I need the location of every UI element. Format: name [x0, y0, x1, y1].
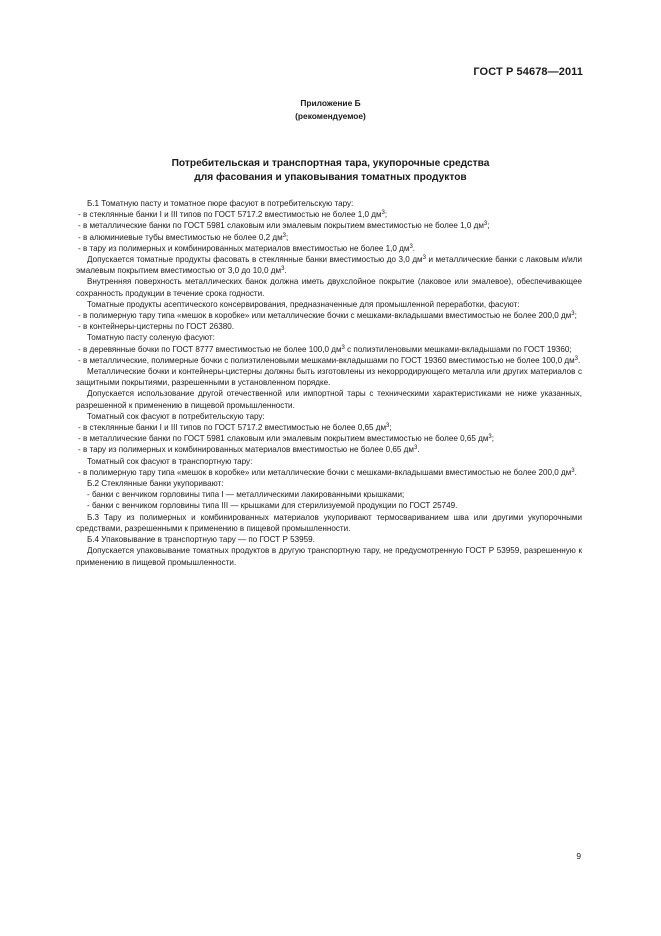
unit: дм	[272, 232, 283, 242]
item-text: - в алюминиевые тубы вместимостью не более 0,2	[78, 232, 271, 242]
list-item: - в тару из полимерных и комбинированных материалов вместимостью не более 0,65 $дм^3$.	[78, 445, 420, 455]
unit-power: 3	[281, 266, 285, 273]
paragraph-text: и металлические банки с лаковым и/или эмалевым покрытием вместимостью от 3,0 до 10,0	[76, 255, 583, 276]
list-item: - в полимерную тару типа «мешок в коробке» или металлические бочки с мешками-вкладышами вместимостью не более 200,0 $дм^3$;	[78, 311, 577, 321]
unit-power: 3	[422, 255, 426, 262]
section-title	[0, 157, 661, 184]
paragraph: Внутренняя поверхность металлических банок должна иметь двухслойное покрытие (лаковое или эмалевое), обеспечивающее сохранность продукции в течение срока годности.	[76, 277, 582, 298]
unit-power: 3	[381, 210, 385, 217]
list-item: - в стеклянные банки I и III типов по ГОСТ 5717.2 вместимостью не более 0,65 $дм^3$;	[78, 423, 392, 433]
unit-power: 3	[413, 445, 418, 452]
paragraph: Томатную пасту соленую фасуют:	[87, 333, 215, 343]
paragraph: Томатный сок фасуют в потребительскую тару:	[87, 411, 265, 421]
list-item: - в металлические, полимерные бочки с полиэтиленовыми мешками-вкладышами по ГОСТ 19360 вместимостью не более 100,0 $дм^3$.	[78, 355, 581, 365]
item-text: - в металлические банки по ГОСТ 5981 слаковым или эмалевым покрытием вместимостью не более 0,65	[78, 434, 476, 444]
list-item: - в алюминиевые тубы вместимостью не более 0,2 $дм^3$;	[78, 232, 289, 242]
unit: дм	[371, 210, 382, 220]
paragraph: Допускается упаковывание томатных продуктов в другую транспортную тару, не предусмотренную ГОСТ Р 53959, разрешенную к применению в пищевой промышленности.	[76, 546, 582, 567]
item-text: - в стеклянные банки I и III типов по ГОСТ 5717.2 вместимостью не более 0,65	[78, 423, 374, 433]
unit-power: 3	[386, 423, 390, 430]
item-text: - в металлические банки по ГОСТ 5981 слаковым или эмалевым покрытием вместимостью не более 1,0	[78, 221, 472, 231]
item-text: - в тару из полимерных и комбинированных материалов вместимостью не более 0,65	[78, 445, 402, 455]
list-item: - в тару из полимерных и комбинированных материалов вместимостью не более 1,0 $дм^3$.	[78, 243, 416, 253]
paragraph-b1-intro: Б.1 Томатную пасту и томатное пюре фасуют в потребительскую тару:	[87, 199, 354, 208]
unit: дм	[412, 255, 423, 265]
list-item: - в металлические банки по ГОСТ 5981 слаковым или эмалевым покрытием вместимостью не более 0,65 $дм^3$;	[78, 434, 494, 444]
unit: дм	[375, 423, 387, 433]
item-text: с полиэтиленовыми мешками-вкладышами по ГОСТ 19360;	[347, 344, 572, 354]
item-text: - в деревянные бочки по ГОСТ 8777 вместимостью не более 100,0	[78, 344, 329, 354]
list-item	[76, 344, 582, 355]
paragraph-b4: Б.4 Упаковывание в транспортную тару — по ГОСТ Р 53959.	[87, 535, 315, 545]
section-title-line2: для фасования и упаковывания томатных продуктов	[194, 171, 467, 183]
appendix-type: (рекомендуемое)	[295, 111, 366, 121]
body-text	[76, 198, 582, 568]
list-item: - банки с венчиком горловины типа I — металлическими лакированными крышками;	[87, 490, 405, 500]
unit: дм	[561, 467, 572, 477]
unit-power: 3	[409, 243, 413, 250]
unit: дм	[403, 445, 414, 455]
list-item: - в контейнеры-цистерны по ГОСТ 26380.	[78, 322, 234, 332]
unit: дм	[399, 243, 410, 253]
unit: дм	[473, 221, 484, 231]
item-text: - в тару из полимерных и комбинированных материалов вместимостью не более 1,0	[78, 243, 397, 253]
appendix-heading	[0, 97, 661, 123]
unit: дм	[561, 311, 572, 321]
item-text: - в полимерную тару типа «мешок в коробке» или металлические бочки с мешками-вкладышами вместимостью не более 200,0	[78, 311, 559, 321]
paragraph-text: Допускается томатные продукты фасовать в стеклянные банки вместимостью до 3,0	[87, 255, 410, 265]
list-item: - в полимерную тару типа «мешок в коробке» или металлические бочки с мешками-вкладышами вместимостью не более 200,0 $дм^3$.	[78, 467, 577, 477]
appendix-label: Приложение Б	[300, 98, 361, 108]
unit-power: 3	[574, 355, 578, 362]
item-text: - в стеклянные банки I и III типов по ГОСТ 5717.2 вместимостью не более 1,0	[78, 210, 369, 220]
unit: дм	[478, 434, 489, 444]
item-text: - в полимерную тару типа «мешок в коробке» или металлические бочки с мешками-вкладышами вместимостью не более 200,0	[78, 467, 559, 477]
paragraph: Томатные продукты асептического консервирования, предназначенные для промышленной переработки, фасуют:	[87, 299, 520, 309]
list-item: - банки с венчиком горловины типа III — крышками для стерилизуемой продукции по ГОСТ 25749.	[87, 501, 458, 511]
unit: дм	[331, 344, 342, 354]
standard-code: ГОСТ Р 54678—2011	[473, 66, 583, 78]
page-number: 9	[576, 851, 581, 861]
unit-power: 3	[488, 434, 492, 441]
paragraph-b2-intro: Б.2 Стеклянные банки укупоривают:	[87, 479, 224, 489]
unit-power: 3	[483, 221, 488, 228]
list-item: - в стеклянные банки I и III типов по ГОСТ 5717.2 вместимостью не более 1,0 $дм^3$;	[78, 210, 388, 220]
paragraph: Допускается использование другой отечественной или импортной тары с техническими характеристиками не ниже указанных, разрешенной к применению в пищевой промышленности.	[76, 389, 582, 410]
paragraph: Допускается томатные продукты фасовать в стеклянные банки вместимостью до 3,0 $дм^3$ и металлические банки с лаковым и/или эмалевым покрытием вместимостью от 3,0 до 10,0 $дм^3$.	[76, 255, 583, 276]
paragraph-b3: Б.3 Тару из полимерных и комбинированных материалов укупоривают термосвариванием шва или другими укупорочными средствами, разрешенными к применению в пищевой промышленности.	[76, 512, 582, 533]
unit-power: 3	[282, 232, 286, 239]
list-item: - в металлические банки по ГОСТ 5981 слаковым или эмалевым покрытием вместимостью не более 1,0 $дм^3$;	[78, 221, 490, 231]
paragraph: Металлические бочки и контейнеры-цистерны должны быть изготовлены из некорродирующего металла или других материалов с защитными покрытиями, разрешенными в установленном порядке.	[76, 367, 582, 388]
section-title-line1: Потребительская и транспортная тара, укупорочные средства	[171, 158, 490, 169]
paragraph: Томатный сок фасуют в транспортную тару:	[87, 456, 253, 466]
unit-power: 3	[341, 344, 345, 351]
unit: дм	[564, 355, 575, 365]
unit-power: 3	[571, 311, 575, 318]
unit: дм	[270, 266, 282, 276]
item-text: - в металлические, полимерные бочки с полиэтиленовыми мешками-вкладышами по ГОСТ 19360 вместимостью не более 100,0	[78, 355, 563, 365]
unit-power: 3	[571, 467, 575, 474]
